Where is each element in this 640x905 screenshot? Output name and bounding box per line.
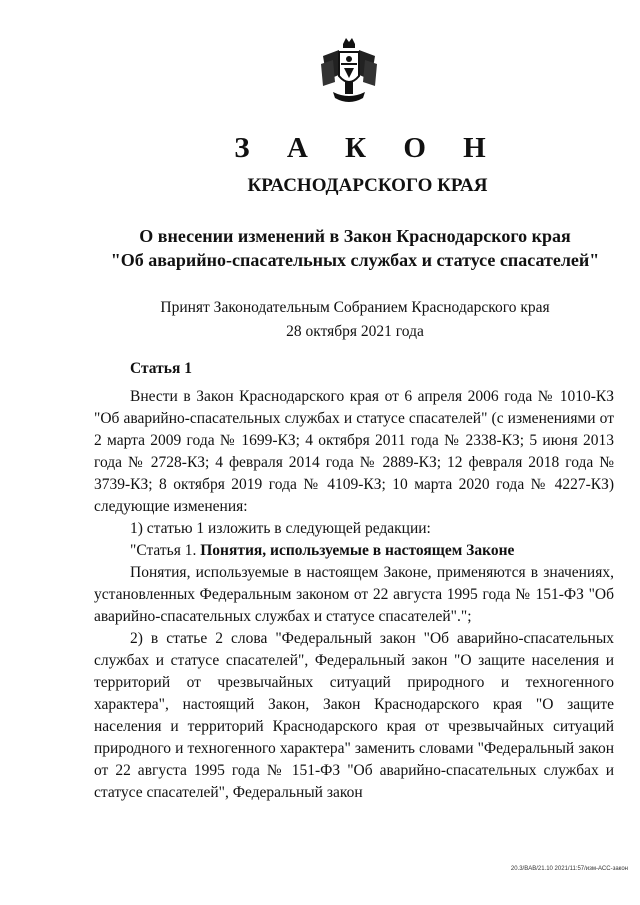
article-1-bold-title: Понятия, используемые в настоящем Законе — [200, 542, 515, 559]
adoption-date: 28 октября 2021 года — [286, 323, 424, 340]
law-heading-line-2: "Об аварийно-спасательных службах и статусе спасателей" — [110, 250, 600, 270]
adopted-statement: Принят Законодательным Собранием Краснодарского края — [160, 299, 550, 316]
document-body — [94, 386, 614, 804]
paragraph-2: 1) статью 1 изложить в следующей редакции: — [130, 520, 431, 537]
document-subtitle: КРАСНОДАРСКОГО КРАЯ — [247, 175, 488, 196]
paragraph-5: 2) в статье 2 слова "Федеральный закон "Об аварийно-спасательных службах и статусе спасателей", Федеральный закон "О защите населения и территорий от чрезвычайных ситуаций природного и техногенного характера", настоящий Закон, Закон Краснодарского края "О защите населения и территорий Краснодарского края от чрезвычайных ситуаций природного и техногенного характера" заменить словами "Федеральный закон от 22 августа 1995 года № 151-ФЗ "Об аварийно-спасательных службах и статусе спасателей", Федеральный закон — [94, 630, 614, 801]
law-heading-line-1: О внесении изменений в Закон Краснодарского края — [139, 226, 571, 246]
footer-reference: 20.3/BAB/21.10 2021/11:57/изм-АСС-закон — [510, 866, 628, 872]
paragraph-1: Внести в Закон Краснодарского края от 6 апреля 2006 года № 1010-КЗ "Об аварийно-спасательных службах и статусе спасателей" (с изменениями от 2 марта 2009 года № 1699-КЗ; 4 октября 2011 года № 2338-КЗ; 5 июня 2013 года № 2728-КЗ; 4 февраля 2014 года № 2889-КЗ; 12 февраля 2018 года № 3739-КЗ; 8 октября 2019 года № 4109-КЗ; 10 марта 2020 года № 4227-КЗ) следующие изменения: — [94, 388, 614, 515]
document-title: З А К О Н — [234, 132, 501, 164]
coat-of-arms-emblem — [319, 34, 379, 112]
article-1-prefix: "Статья 1. — [130, 542, 201, 559]
paragraph-3 — [94, 540, 614, 562]
paragraph-4: Понятия, используемые в настоящем Законе, применяются в значениях, установленных Федеральным законом от 22 августа 1995 года № 151-ФЗ "Об аварийно-спасательных службах и статусе спасателей"."; — [94, 564, 614, 625]
article-title: Статья 1 — [130, 360, 192, 377]
